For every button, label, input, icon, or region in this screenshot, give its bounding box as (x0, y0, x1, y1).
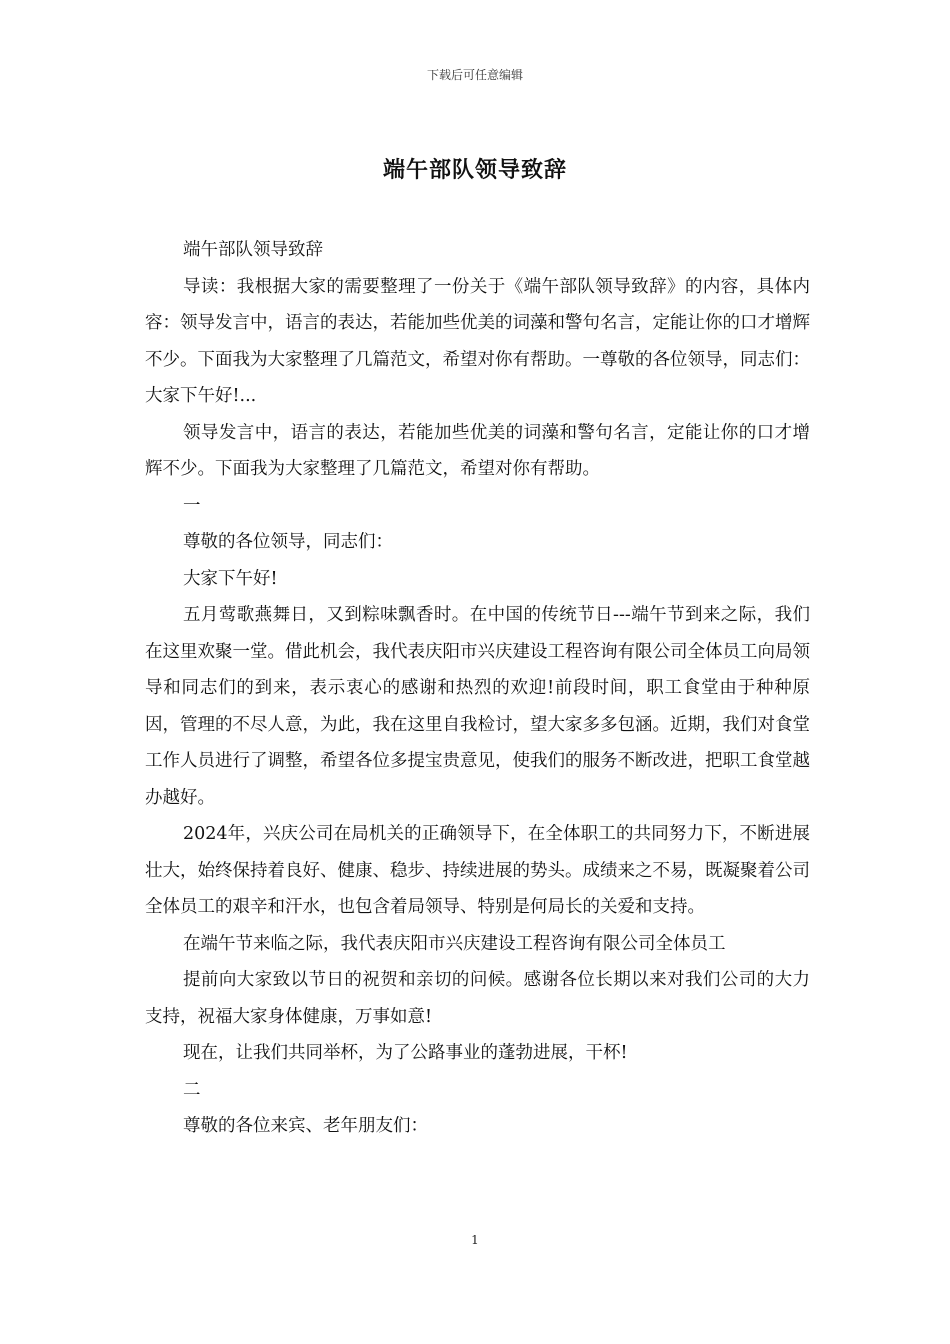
paragraph-toast: 现在，让我们共同举杯，为了公路事业的蓬勃进展，干杯! (183, 1043, 628, 1063)
document-title: 端午部队领导致辞 (382, 157, 567, 183)
section-heading-two: 二 (183, 1079, 201, 1100)
paragraph-summary: 领导发言中，语言的表达，若能加些优美的词藻和警句名言，定能让你的口才增辉不少。下面我为大家整理了几篇范文，希望对你有帮助。 (145, 422, 810, 479)
paragraph-body-2: 2024年，兴庆公司在局机关的正确领导下，在全体职工的共同努力下，不断进展壮大，始终保持着良好、健康、稳步、持续进展的势头。成绩来之不易，既凝聚着公司全体员工的艰辛和汗水，也包含着局领导、特别是何局长的关爱和支持。 (145, 824, 810, 917)
section-heading-one: 一 (183, 495, 201, 516)
paragraph-intro: 导读：我根据大家的需要整理了一份关于《端午部队领导致辞》的内容，具体内容：领导发言中，语言的表达，若能加些优美的词藻和警句名言，定能让你的口才增辉不少。下面我为大家整理了几篇范文，希望对你有帮助。一尊敬的各位领导，同志们：大家下午好!... (145, 276, 810, 406)
paragraph-salutation: 尊敬的各位领导，同志们： (183, 532, 393, 552)
paragraph-body-4: 提前向大家致以节日的祝贺和亲切的问候。感谢各位长期以来对我们公司的大力支持，祝福大家身体健康，万事如意! (145, 970, 810, 1027)
paragraph-subtitle: 端午部队领导致辞 (183, 240, 323, 260)
header-note: 下载后可任意编辑 (426, 68, 523, 82)
document-body (145, 232, 810, 1145)
paragraph-body-3: 在端午节来临之际，我代表庆阳市兴庆建设工程咨询有限公司全体员工 (183, 933, 726, 954)
paragraph-body-1: 五月莺歌燕舞日，又到粽味飘香时。在中国的传统节日---端午节到来之际，我们在这里欢聚一堂。借此机会，我代表庆阳市兴庆建设工程咨询有限公司全体员工向局领导和同志们的到来，表示衷心的感谢和热烈的欢迎!前段时间，职工食堂由于种种原因，管理的不尽人意，为此，我在这里自我检讨，望大家多多包涵。近期，我们对食堂工作人员进行了调整，希望各位多提宝贵意见，使我们的服务不断改进，把职工食堂越办越好。 (145, 605, 810, 808)
paragraph-salutation-two: 尊敬的各位来宾、老年朋友们： (183, 1116, 428, 1136)
page-number: 1 (471, 1233, 479, 1247)
paragraph-greeting: 大家下午好! (183, 568, 278, 589)
